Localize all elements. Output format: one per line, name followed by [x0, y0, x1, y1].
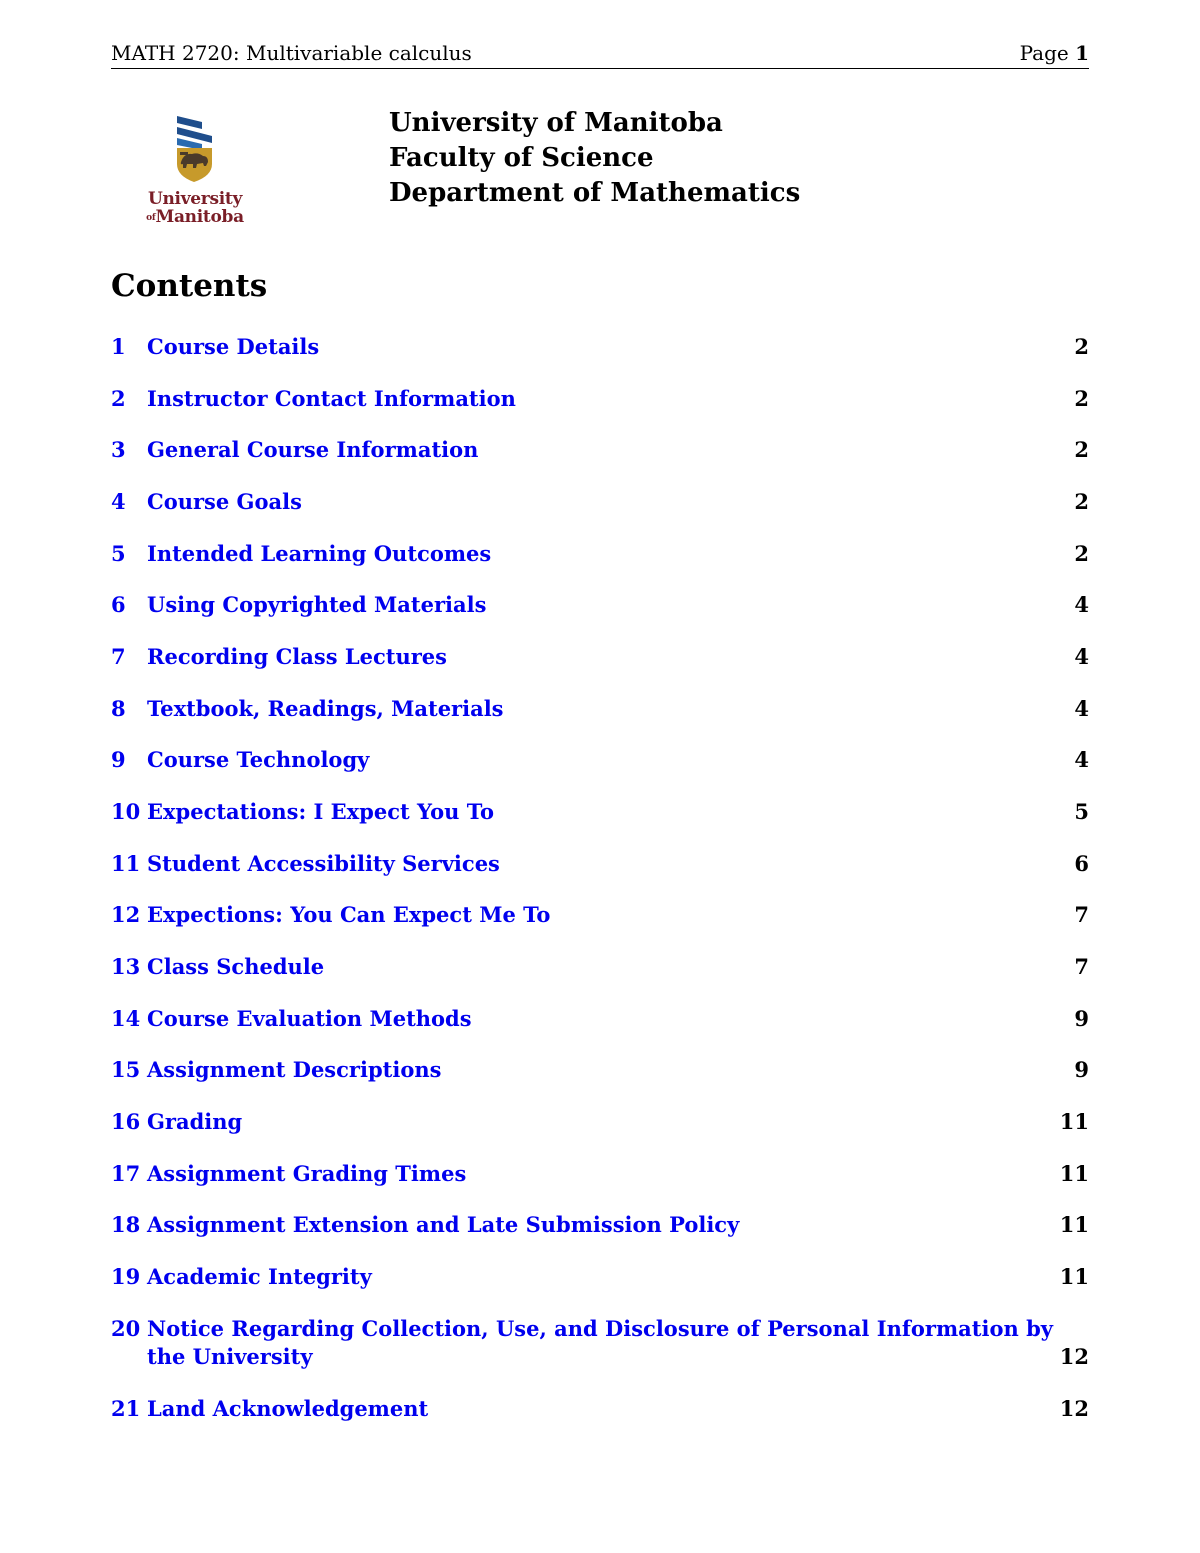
- toc-entry-page: 2: [1074, 489, 1089, 514]
- toc-entry-link[interactable]: Recording Class Lectures: [147, 644, 447, 669]
- toc-entry-page: 4: [1074, 747, 1089, 772]
- toc-entry-page: 11: [1059, 1109, 1089, 1134]
- toc-entry[interactable]: [111, 746, 1089, 774]
- toc-entry-page: 4: [1074, 644, 1089, 669]
- page-indicator: [1020, 41, 1089, 65]
- toc-entry-page: 11: [1059, 1161, 1089, 1186]
- toc-entry-number[interactable]: 3: [111, 437, 126, 462]
- toc-entry[interactable]: [111, 1160, 1089, 1188]
- toc-entry[interactable]: [111, 1211, 1089, 1239]
- toc-entry-link[interactable]: Academic Integrity: [147, 1264, 372, 1289]
- toc-entry-number[interactable]: 16: [111, 1109, 141, 1134]
- logo-wordmark-line1: University: [147, 189, 243, 209]
- toc-entry-page: 4: [1074, 696, 1089, 721]
- university-logo: [140, 112, 250, 230]
- logo-wordmark: [140, 190, 250, 227]
- page-number: 1: [1075, 41, 1089, 65]
- toc-entry[interactable]: [111, 1315, 1089, 1371]
- toc-entry-number[interactable]: 5: [111, 541, 126, 566]
- toc-entry[interactable]: [111, 591, 1089, 619]
- toc-entry-link[interactable]: Assignment Descriptions: [147, 1057, 442, 1082]
- toc-entry[interactable]: [111, 695, 1089, 723]
- toc-entry[interactable]: [111, 1108, 1089, 1136]
- toc-entry-link[interactable]: Student Accessibility Services: [147, 851, 500, 876]
- toc-entry-page: 9: [1074, 1057, 1089, 1082]
- toc-entry[interactable]: [111, 333, 1089, 361]
- toc-entry-link[interactable]: Expectations: I Expect You To: [147, 799, 494, 824]
- toc-entry-link[interactable]: Assignment Extension and Late Submission Policy: [147, 1212, 740, 1237]
- toc-entry-page: 12: [1059, 1344, 1089, 1369]
- toc-entry-link[interactable]: Land Acknowledgement: [147, 1396, 429, 1421]
- toc-entry[interactable]: [111, 850, 1089, 878]
- toc-entry-number[interactable]: 2: [111, 386, 126, 411]
- toc-entry-number[interactable]: 11: [111, 851, 141, 876]
- toc-entry[interactable]: [111, 436, 1089, 464]
- toc-entry-link[interactable]: Course Goals: [147, 489, 302, 514]
- toc-entry-link[interactable]: General Course Information: [147, 437, 479, 462]
- toc-entry-page: 11: [1059, 1212, 1089, 1237]
- toc-entry[interactable]: [111, 798, 1089, 826]
- toc-entry-number[interactable]: 1: [111, 334, 126, 359]
- toc-entry-link[interactable]: Expections: You Can Expect Me To: [147, 902, 551, 927]
- toc-entry-number[interactable]: 19: [111, 1264, 141, 1289]
- toc-entry-link[interactable]: Grading: [147, 1109, 243, 1134]
- toc-entry[interactable]: [111, 1395, 1089, 1423]
- faculty-name: Faculty of Science: [389, 143, 654, 173]
- toc-entry-link[interactable]: Textbook, Readings, Materials: [147, 696, 504, 721]
- toc-entry[interactable]: [111, 385, 1089, 413]
- toc-entry[interactable]: [111, 540, 1089, 568]
- toc-entry-link[interactable]: Assignment Grading Times: [147, 1161, 467, 1186]
- toc-entry-page: 2: [1074, 437, 1089, 462]
- toc-entry-link[interactable]: Notice Regarding Collection, Use, and Disclosure of Personal Information by the University: [147, 1316, 1053, 1369]
- toc-entry-number[interactable]: 15: [111, 1057, 141, 1082]
- toc-entry-number[interactable]: 9: [111, 747, 126, 772]
- toc-entry-page: 12: [1059, 1396, 1089, 1421]
- toc-entry-page: 4: [1074, 592, 1089, 617]
- toc-entry-link[interactable]: Intended Learning Outcomes: [147, 541, 492, 566]
- toc-heading: Contents: [111, 268, 268, 304]
- toc-entry-page: 11: [1059, 1264, 1089, 1289]
- toc-entry-page: 9: [1074, 1006, 1089, 1031]
- toc-entry-number[interactable]: 20: [111, 1316, 141, 1341]
- toc-entry-page: 5: [1074, 799, 1089, 824]
- toc-entry-page: 6: [1074, 851, 1089, 876]
- toc-entry-number[interactable]: 8: [111, 696, 126, 721]
- toc-entry-page: 2: [1074, 334, 1089, 359]
- toc-entry-link[interactable]: Instructor Contact Information: [147, 386, 516, 411]
- toc-entry-link[interactable]: Using Copyrighted Materials: [147, 592, 487, 617]
- toc-entry-page: 7: [1074, 954, 1089, 979]
- toc-entry[interactable]: [111, 1263, 1089, 1291]
- toc-entry-link[interactable]: Course Technology: [147, 747, 370, 772]
- university-name: University of Manitoba: [389, 108, 723, 138]
- bison-shield-icon: [140, 112, 250, 188]
- toc-entry-page: 2: [1074, 386, 1089, 411]
- toc-entry-number[interactable]: 4: [111, 489, 126, 514]
- toc-entry-link[interactable]: Course Details: [147, 334, 320, 359]
- course-title: MATH 2720: Multivariable calculus: [111, 41, 472, 65]
- toc-entry[interactable]: [111, 901, 1089, 929]
- toc-entry[interactable]: [111, 488, 1089, 516]
- toc-entry[interactable]: [111, 643, 1089, 671]
- toc-entry-number[interactable]: 6: [111, 592, 126, 617]
- toc-entry-page: 7: [1074, 902, 1089, 927]
- toc-entry-number[interactable]: 13: [111, 954, 141, 979]
- toc-entry[interactable]: [111, 953, 1089, 981]
- running-header: [111, 38, 1089, 69]
- logo-wordmark-of: of: [146, 213, 156, 223]
- toc-entry-link[interactable]: Class Schedule: [147, 954, 325, 979]
- toc-entry-number[interactable]: 18: [111, 1212, 141, 1237]
- toc-entry-page: 2: [1074, 541, 1089, 566]
- department-name: Department of Mathematics: [389, 178, 801, 208]
- toc-entry-number[interactable]: 7: [111, 644, 126, 669]
- toc-entry[interactable]: [111, 1005, 1089, 1033]
- institution-block: [389, 106, 800, 211]
- logo-wordmark-line2: Manitoba: [155, 207, 244, 227]
- toc-entry-number[interactable]: 14: [111, 1006, 141, 1031]
- page-label: Page: [1019, 41, 1069, 65]
- toc-entry-number[interactable]: 10: [111, 799, 141, 824]
- toc-entry-link[interactable]: Course Evaluation Methods: [147, 1006, 472, 1031]
- toc-entry-number[interactable]: 12: [111, 902, 141, 927]
- toc-entry-number[interactable]: 17: [111, 1161, 141, 1186]
- toc-entry-number[interactable]: 21: [111, 1396, 141, 1421]
- toc-entry[interactable]: [111, 1056, 1089, 1084]
